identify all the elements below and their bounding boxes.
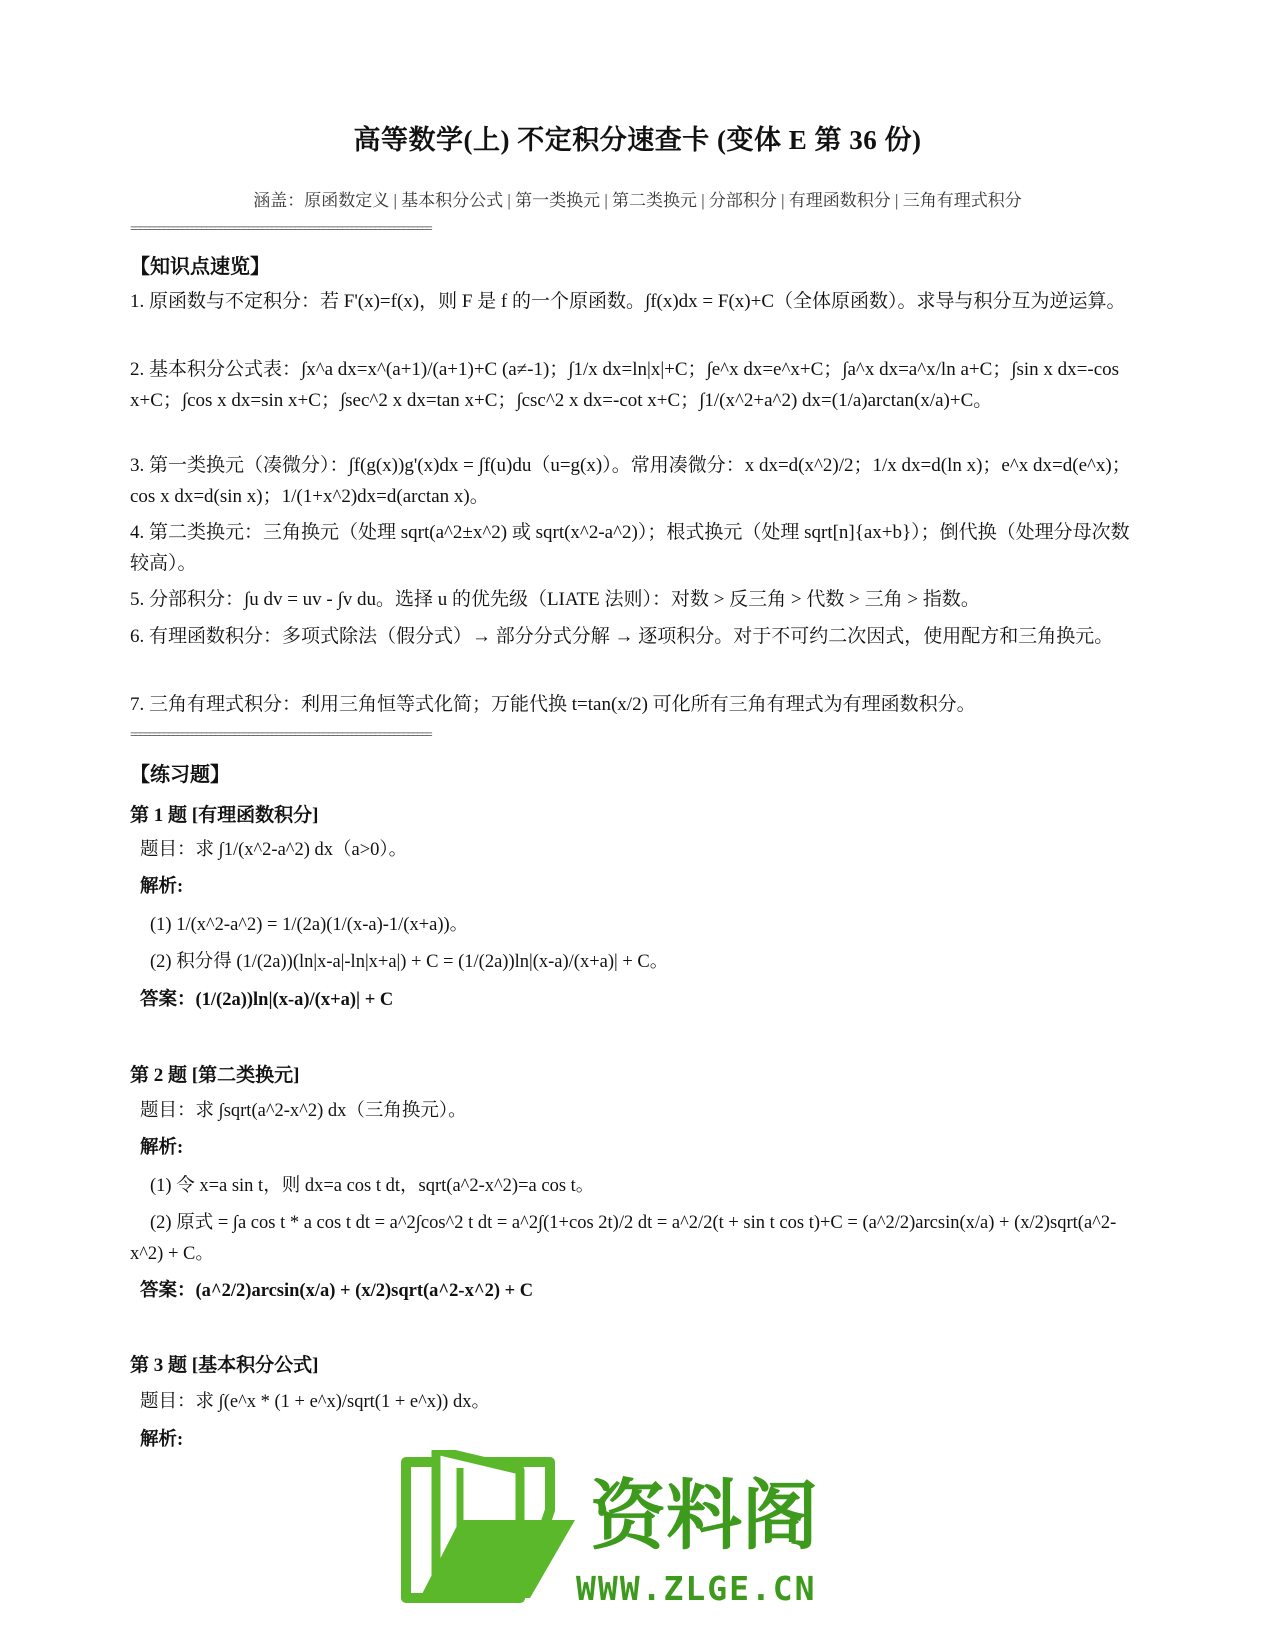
question-2-title: 第 2 题 [第二类换元] [130,1065,300,1086]
page-subtitle: 涵盖：原函数定义 | 基本积分公式 | 第一类换元 | 第二类换元 | 分部积分 | 有理函数积分 | 三角有理式积分 [253,191,1022,210]
knowledge-item-7: 7. 三角有理式积分：利用三角恒等式化简；万能代换 t=tan(x/2) 可化所有三角有理式为有理函数积分。 [130,694,976,715]
divider-top: ================================================================ [130,224,431,236]
question-1-title: 第 1 题 [有理函数积分] [130,805,319,826]
knowledge-item-3: 3. 第一类换元（凑微分）：∫f(g(x))g'(x)dx = ∫f(u)du（u=g(x)）。常用凑微分：x dx=d(x^2)/2；1/x dx=d(ln x)；e^x dx=d(e^x)；cos x dx=d(sin x)；1/(1+x^2)dx=d(arctan x)。 [130,455,1131,507]
watermark-text-cn: 资料阁 [590,1471,818,1560]
question-2-prompt: 题目：求 ∫sqrt(a^2-x^2) dx（三角换元）。 [140,1101,467,1121]
question-3-title: 第 3 题 [基本积分公式] [130,1355,319,1376]
knowledge-heading: 【知识点速览】 [130,256,270,278]
knowledge-item-2: 2. 基本积分公式表：∫x^a dx=x^(a+1)/(a+1)+C (a≠-1)；∫1/x dx=ln|x|+C；∫e^x dx=e^x+C；∫a^x dx=a^x/ln a+C；∫sin x dx=-cos x+C；∫cos x dx=sin x+C；∫sec^2 x dx=tan x+C；∫csc^2 x dx=-cot x+C；∫1/(x^2+a^2) dx=(1/a)arctan(x/a)+C。 [130,359,1120,411]
watermark-logo [400,1450,870,1610]
knowledge-item-4: 4. 第二类换元：三角换元（处理 sqrt(a^2±x^2) 或 sqrt(x^2-a^2)）；根式换元（处理 sqrt[n]{ax+b}）；倒代换（处理分母次数较高）。 [130,522,1130,574]
question-2-answer: 答案：(a^2/2)arcsin(x/a) + (x/2)sqrt(a^2-x^2) + C [140,1281,534,1301]
question-2-step-2: (2) 原式 = ∫a cos t * a cos t dt = a^2∫cos^2 t dt = a^2∫(1+cos 2t)/2 dt = a^2/2(t + sin t cos t)+C = (a^2/2)arcsin(x/a) + (x/2)sqrt(a^2-x^2) + C。 [130,1213,1117,1264]
question-1-answer: 答案：(1/(2a))ln|(x-a)/(x+a)| + C [140,990,394,1010]
knowledge-item-5: 5. 分部积分：∫u dv = uv - ∫v du。选择 u 的优先级（LIATE 法则）：对数 > 反三角 > 代数 > 三角 > 指数。 [130,589,980,610]
watermark-text-url: WWW.ZLGE.CN [576,1569,817,1608]
question-1-prompt: 题目：求 ∫1/(x^2-a^2) dx（a>0）。 [140,840,408,860]
question-2-step-1: (1) 令 x=a sin t，则 dx=a cos t dt，sqrt(a^2-x^2)=a cos t。 [150,1176,595,1196]
page-title: 高等数学(上) 不定积分速查卡 (变体 E 第 36 份) [353,125,922,155]
question-1-step-2: (2) 积分得 (1/(2a))(ln|x-a|-ln|x+a|) + C = (1/(2a))ln|(x-a)/(x+a)| + C。 [150,952,669,972]
question-3-prompt: 题目：求 ∫(e^x * (1 + e^x)/sqrt(1 + e^x)) dx。 [140,1392,490,1412]
practice-heading: 【练习题】 [130,764,230,786]
question-1-analysis-label: 解析: [140,877,184,897]
folder-book-icon [406,1450,575,1598]
knowledge-item-6: 6. 有理函数积分：多项式除法（假分式）→ 部分分式分解 → 逐项积分。对于不可约二次因式，使用配方和三角换元。 [130,626,1114,647]
question-1-step-1: (1) 1/(x^2-a^2) = 1/(2a)(1/(x-a)-1/(x+a))。 [150,915,469,935]
question-3-analysis-label: 解析: [140,1430,184,1450]
knowledge-item-1: 1. 原函数与不定积分：若 F'(x)=f(x)，则 F 是 f 的一个原函数。∫f(x)dx = F(x)+C（全体原函数）。求导与积分互为逆运算。 [130,291,1126,312]
question-2-analysis-label: 解析: [140,1138,184,1158]
divider-middle: ================================================================ [130,730,431,742]
